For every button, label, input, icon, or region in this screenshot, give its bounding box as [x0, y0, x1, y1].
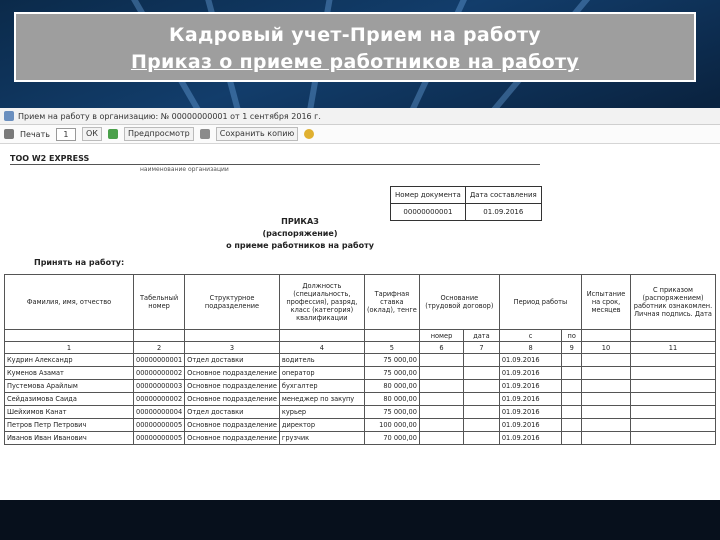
table-header-row: [5, 275, 716, 330]
printer-icon[interactable]: [4, 129, 14, 139]
cell-name: Куменов Азамат: [5, 367, 134, 380]
cell-period-to: [562, 354, 582, 367]
document-window: [0, 108, 720, 500]
cell-name: Пустемова Арайлым: [5, 380, 134, 393]
col-header: Структурное подразделение: [185, 275, 280, 330]
cell-position: директор: [279, 419, 364, 432]
cell-period-to: [562, 393, 582, 406]
cell-department: Отдел доставки: [185, 406, 280, 419]
table-row: [5, 393, 716, 406]
heading-line1: ПРИКАЗ: [281, 217, 319, 226]
cell-probation: [582, 406, 631, 419]
help-icon[interactable]: [304, 129, 314, 139]
document-icon: [4, 111, 14, 121]
cell-contract-number: [419, 419, 463, 432]
window-titlebar: [0, 108, 720, 125]
cell-period-from: 01.09.2016: [499, 354, 562, 367]
col-number: 1: [5, 342, 134, 354]
org-note: наименование организации: [140, 166, 229, 173]
cell-contract-number: [419, 380, 463, 393]
col-number: 4: [279, 342, 364, 354]
cell-probation: [582, 380, 631, 393]
order-heading: [220, 216, 380, 252]
meta-header-date: Дата составления: [465, 187, 541, 204]
cell-department: Основное подразделение: [185, 367, 280, 380]
cell-name: Шейхимов Канат: [5, 406, 134, 419]
cell-period-from: 01.09.2016: [499, 432, 562, 445]
table-row: [5, 367, 716, 380]
cell-tab-number: 00000000004: [134, 406, 185, 419]
cell-tab-number: 00000000002: [134, 367, 185, 380]
cell-department: Основное подразделение: [185, 432, 280, 445]
cell-name: Кудрин Александр: [5, 354, 134, 367]
subcol-to: по: [562, 330, 582, 342]
col-header: Период работы: [499, 275, 581, 330]
cell-contract-date: [464, 393, 500, 406]
cell-contract-number: [419, 406, 463, 419]
cell-period-to: [562, 419, 582, 432]
save-copy-icon[interactable]: [200, 129, 210, 139]
spacer-cell: [582, 330, 631, 342]
cell-contract-date: [464, 419, 500, 432]
preview-button[interactable]: Предпросмотр: [124, 127, 194, 141]
cell-name: Сейдазимова Саида: [5, 393, 134, 406]
cell-rate: 80 000,00: [364, 380, 419, 393]
cell-department: Основное подразделение: [185, 393, 280, 406]
cell-rate: 80 000,00: [364, 393, 419, 406]
cell-period-from: 01.09.2016: [499, 419, 562, 432]
subcol-from: с: [499, 330, 562, 342]
copies-input[interactable]: 1: [56, 128, 76, 141]
col-header: Основание (трудовой договор): [419, 275, 499, 330]
cell-contract-date: [464, 367, 500, 380]
cell-rate: 100 000,00: [364, 419, 419, 432]
meta-header-number: Номер документа: [391, 187, 466, 204]
meta-value-date: 01.09.2016: [465, 204, 541, 221]
col-number: 3: [185, 342, 280, 354]
cell-signature: [631, 432, 716, 445]
col-header: Тарифная ставка (оклад), тенге: [364, 275, 419, 330]
cell-probation: [582, 393, 631, 406]
cell-position: грузчик: [279, 432, 364, 445]
cell-tab-number: 00000000005: [134, 432, 185, 445]
slide-title-line1: Кадровый учет-Прием на работу: [169, 24, 541, 46]
cell-period-to: [562, 406, 582, 419]
subcol-number: номер: [419, 330, 463, 342]
cell-contract-date: [464, 380, 500, 393]
toolbar: [0, 125, 720, 144]
cell-position: курьер: [279, 406, 364, 419]
cell-period-from: 01.09.2016: [499, 393, 562, 406]
cell-period-to: [562, 380, 582, 393]
cell-period-from: 01.09.2016: [499, 367, 562, 380]
col-number: 7: [464, 342, 500, 354]
cell-signature: [631, 367, 716, 380]
cell-contract-number: [419, 354, 463, 367]
slide-bottom-band: [0, 500, 720, 540]
cell-signature: [631, 406, 716, 419]
col-number: 11: [631, 342, 716, 354]
cell-contract-date: [464, 432, 500, 445]
table-subheader-row: [5, 330, 716, 342]
cell-tab-number: 00000000002: [134, 393, 185, 406]
heading-line3: о приеме работников на работу: [226, 241, 374, 250]
table-row: [5, 419, 716, 432]
cell-signature: [631, 380, 716, 393]
cell-position: бухгалтер: [279, 380, 364, 393]
table-colnum-row: [5, 342, 716, 354]
cell-contract-date: [464, 406, 500, 419]
col-number: 10: [582, 342, 631, 354]
cell-position: оператор: [279, 367, 364, 380]
col-header: Табельный номер: [134, 275, 185, 330]
cell-rate: 70 000,00: [364, 432, 419, 445]
preview-icon[interactable]: [108, 129, 118, 139]
org-underline: [10, 164, 540, 165]
heading-line2: (распоряжение): [262, 229, 338, 238]
cell-probation: [582, 432, 631, 445]
subcol-date: дата: [464, 330, 500, 342]
org-name: ТОО W2 EXPRESS: [10, 154, 90, 163]
spacer-cell: [185, 330, 280, 342]
spacer-cell: [364, 330, 419, 342]
cell-probation: [582, 354, 631, 367]
cell-rate: 75 000,00: [364, 367, 419, 380]
col-number: 9: [562, 342, 582, 354]
col-header: Должность (специальность, профессия), разряд, класс (категория) квалификации: [279, 275, 364, 330]
print-button[interactable]: Печать: [20, 129, 50, 139]
window-title: Прием на работу в организацию: № 00000000001 от 1 сентября 2016 г.: [18, 111, 321, 121]
meta-table: [390, 186, 542, 221]
spacer-cell: [631, 330, 716, 342]
cell-contract-number: [419, 432, 463, 445]
cell-rate: 75 000,00: [364, 406, 419, 419]
cell-contract-number: [419, 393, 463, 406]
col-header: С приказом (распоряжением) работник ознакомлен. Личная подпись. Дата: [631, 275, 716, 330]
cell-signature: [631, 419, 716, 432]
slide-title-line2: Приказ о приеме работников на работу: [130, 51, 580, 73]
spacer-cell: [279, 330, 364, 342]
cell-contract-date: [464, 354, 500, 367]
col-header: Испытание на срок, месяцев: [582, 275, 631, 330]
cell-period-from: 01.09.2016: [499, 406, 562, 419]
ok-button[interactable]: ОК: [82, 127, 102, 141]
col-number: 5: [364, 342, 419, 354]
table-row: [5, 406, 716, 419]
cell-rate: 75 000,00: [364, 354, 419, 367]
cell-department: Основное подразделение: [185, 419, 280, 432]
cell-position: менеджер по закупу: [279, 393, 364, 406]
cell-tab-number: 00000000005: [134, 419, 185, 432]
cell-department: Отдел доставки: [185, 354, 280, 367]
cell-period-to: [562, 367, 582, 380]
table-row: [5, 380, 716, 393]
col-number: 6: [419, 342, 463, 354]
cell-tab-number: 00000000001: [134, 354, 185, 367]
cell-signature: [631, 354, 716, 367]
cell-probation: [582, 419, 631, 432]
cell-period-from: 01.09.2016: [499, 380, 562, 393]
slide-title-box: [14, 12, 696, 82]
cell-contract-number: [419, 367, 463, 380]
col-number: 2: [134, 342, 185, 354]
cell-name: Петров Петр Петрович: [5, 419, 134, 432]
employees-table: [4, 274, 716, 445]
save-copy-button[interactable]: Сохранить копию: [216, 127, 298, 141]
accept-label: Принять на работу:: [34, 258, 125, 267]
cell-signature: [631, 393, 716, 406]
meta-value-number: 00000000001: [391, 204, 466, 221]
col-number: 8: [499, 342, 562, 354]
cell-period-to: [562, 432, 582, 445]
col-header: Фамилия, имя, отчество: [5, 275, 134, 330]
spacer-cell: [134, 330, 185, 342]
employees-rows: [5, 354, 716, 445]
cell-tab-number: 00000000003: [134, 380, 185, 393]
cell-name: Иванов Иван Иванович: [5, 432, 134, 445]
cell-probation: [582, 367, 631, 380]
cell-position: водитель: [279, 354, 364, 367]
table-row: [5, 432, 716, 445]
cell-department: Основное подразделение: [185, 380, 280, 393]
table-row: [5, 354, 716, 367]
spacer-cell: [5, 330, 134, 342]
